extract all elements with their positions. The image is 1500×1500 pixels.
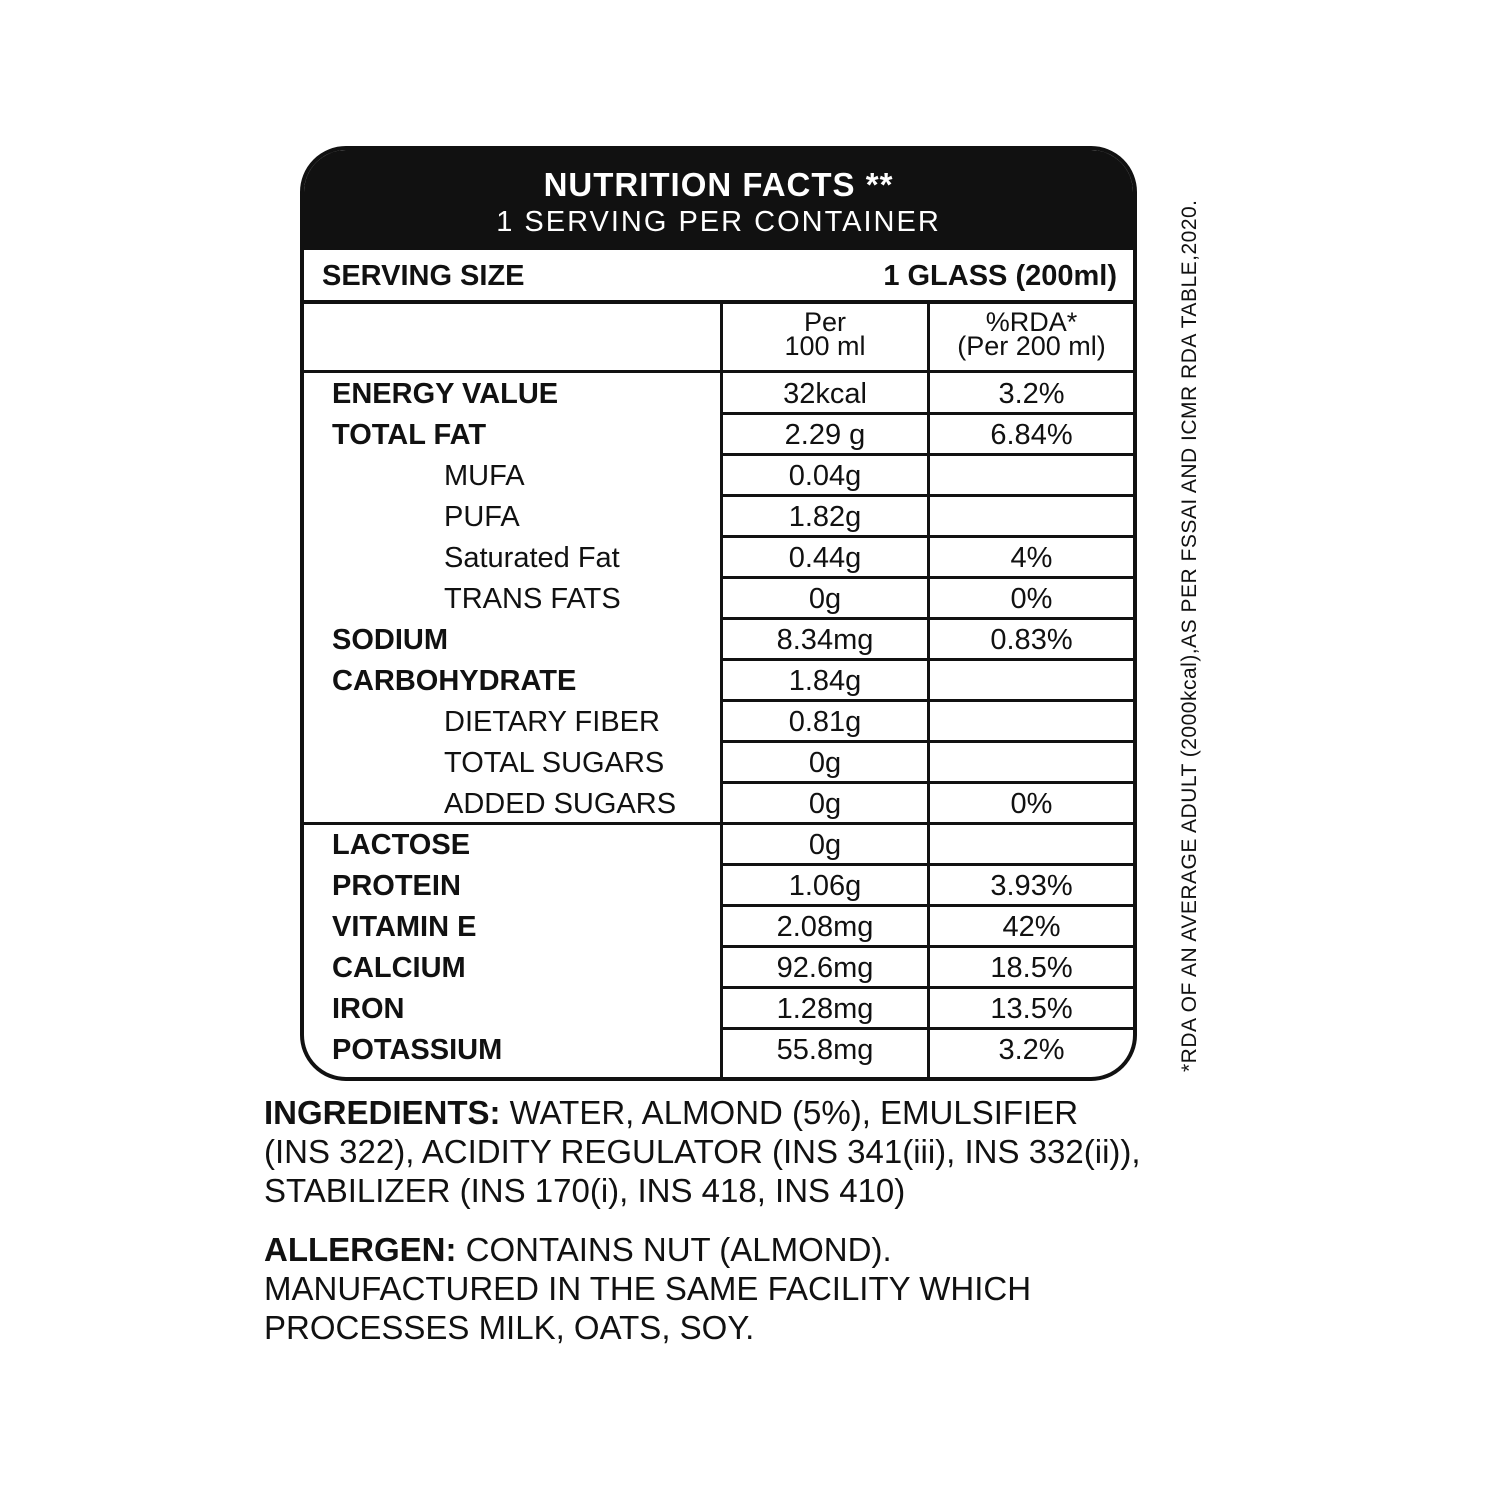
nutrient-per-100ml: 92.6mg	[776, 952, 874, 984]
nutrient-name: PROTEIN	[332, 870, 461, 902]
nutrient-rda: 3.2%	[998, 378, 1065, 410]
nutrient-name: DIETARY FIBER	[444, 706, 660, 738]
nutrient-per-100ml: 0g	[808, 788, 842, 820]
nutrient-row	[304, 455, 1133, 496]
nutrient-row	[304, 742, 1133, 783]
allergen-line: MANUFACTURED IN THE SAME FACILITY WHICH	[264, 1270, 1032, 1307]
rda-header-line2: (Per 200 ml)	[957, 331, 1106, 361]
per-header-line2: 100 ml	[784, 331, 866, 361]
serving-size-row	[304, 250, 1133, 304]
serving-size-label: SERVING SIZE	[322, 260, 525, 292]
nutrient-rda: 18.5%	[990, 952, 1073, 984]
allergen-line: PROCESSES MILK, OATS, SOY.	[264, 1309, 755, 1346]
allergen-label: ALLERGEN:	[264, 1231, 457, 1268]
nutrient-name: POTASSIUM	[332, 1034, 503, 1066]
nutrient-row	[304, 373, 1133, 414]
nutrient-row	[304, 865, 1133, 906]
nutrient-rda: 0%	[1010, 583, 1053, 615]
nutrient-row	[304, 906, 1133, 947]
nutrient-name: TOTAL FAT	[332, 419, 487, 451]
nutrient-per-100ml: 0g	[808, 829, 842, 861]
nutrient-per-100ml: 0g	[808, 747, 842, 779]
nutrient-per-100ml: 0.04g	[788, 460, 862, 492]
nutrient-per-100ml: 2.29 g	[784, 419, 866, 451]
ingredients-line: WATER, ALMOND (5%), EMULSIFIER	[500, 1094, 1079, 1131]
nutrient-row	[304, 537, 1133, 578]
nutrient-rda: 0.83%	[990, 624, 1073, 656]
nutrient-rda: 0%	[1010, 788, 1053, 820]
nutrient-name: CARBOHYDRATE	[332, 665, 577, 697]
servings-per-container: 1 SERVING PER CONTAINER	[496, 206, 941, 238]
nutrient-row	[304, 414, 1133, 455]
nutrient-name: LACTOSE	[332, 829, 471, 861]
ingredients-block	[264, 1093, 1244, 1210]
column-header-row	[304, 304, 1133, 373]
nutrient-row	[304, 783, 1133, 824]
nutrient-rda: 3.2%	[998, 1034, 1065, 1066]
rda-footnote: *RDA OF AN AVERAGE ADULT (2000kcal),AS PER FSSAI AND ICMR RDA TABLE,2020.	[1178, 199, 1201, 1072]
nutrient-name: CALCIUM	[332, 952, 466, 984]
allergen-block	[264, 1230, 1244, 1347]
nutrient-row	[304, 496, 1133, 537]
nutrient-row	[304, 619, 1133, 660]
nutrient-per-100ml: 0.44g	[788, 542, 862, 574]
nutrient-per-100ml: 8.34mg	[776, 624, 874, 656]
ingredients-line: (INS 322), ACIDITY REGULATOR (INS 341(iii), INS 332(ii)),	[264, 1133, 1141, 1170]
nutrient-name: PUFA	[444, 501, 520, 533]
nutrient-row	[304, 578, 1133, 619]
nutrient-row	[304, 947, 1133, 988]
nutrient-name: IRON	[332, 993, 405, 1025]
ingredients-line: STABILIZER (INS 170(i), INS 418, INS 410)	[264, 1172, 906, 1209]
nutrient-name: ADDED SUGARS	[444, 788, 677, 820]
per-100ml-header	[723, 304, 927, 370]
nutrient-name: TRANS FATS	[444, 583, 621, 615]
nutrition-facts-panel	[300, 146, 1137, 1081]
nutrient-name: Saturated Fat	[444, 542, 620, 574]
ingredients-label: INGREDIENTS:	[264, 1094, 501, 1131]
nutrient-per-100ml: 0g	[808, 583, 842, 615]
nutrient-name: MUFA	[444, 460, 525, 492]
rda-header	[930, 304, 1133, 370]
nutrient-name: ENERGY VALUE	[332, 378, 559, 410]
nutrient-per-100ml: 1.82g	[788, 501, 862, 533]
nutrient-row	[304, 701, 1133, 742]
nutrient-name: SODIUM	[332, 624, 448, 656]
rda-header-line1: %RDA*	[985, 307, 1078, 337]
nutrient-rda: 4%	[1010, 542, 1053, 574]
nutrient-rda: 3.93%	[990, 870, 1073, 902]
nutrition-title: NUTRITION FACTS **	[543, 166, 894, 203]
nutrient-per-100ml: 1.06g	[788, 870, 862, 902]
per-header-line1: Per	[803, 307, 847, 337]
nutrient-per-100ml: 1.28mg	[776, 993, 874, 1025]
nutrient-per-100ml: 55.8mg	[776, 1034, 874, 1066]
nutrient-rda: 42%	[1002, 911, 1061, 943]
nutrient-row	[304, 824, 1133, 865]
nutrient-name: TOTAL SUGARS	[444, 747, 665, 779]
nutrient-per-100ml: 1.84g	[788, 665, 862, 697]
nutrient-per-100ml: 32kcal	[783, 378, 867, 410]
nutrient-per-100ml: 0.81g	[788, 706, 862, 738]
allergen-line: CONTAINS NUT (ALMOND).	[456, 1231, 892, 1268]
serving-size-value: 1 GLASS (200ml)	[883, 260, 1117, 292]
nutrient-rda: 6.84%	[990, 419, 1073, 451]
nutrient-row	[304, 1029, 1133, 1070]
nutrient-per-100ml: 2.08mg	[776, 911, 874, 943]
nutrition-header	[304, 150, 1133, 250]
nutrient-row	[304, 988, 1133, 1029]
nutrient-rda: 13.5%	[990, 993, 1073, 1025]
nutrient-row	[304, 660, 1133, 701]
nutrient-name: VITAMIN E	[332, 911, 477, 943]
